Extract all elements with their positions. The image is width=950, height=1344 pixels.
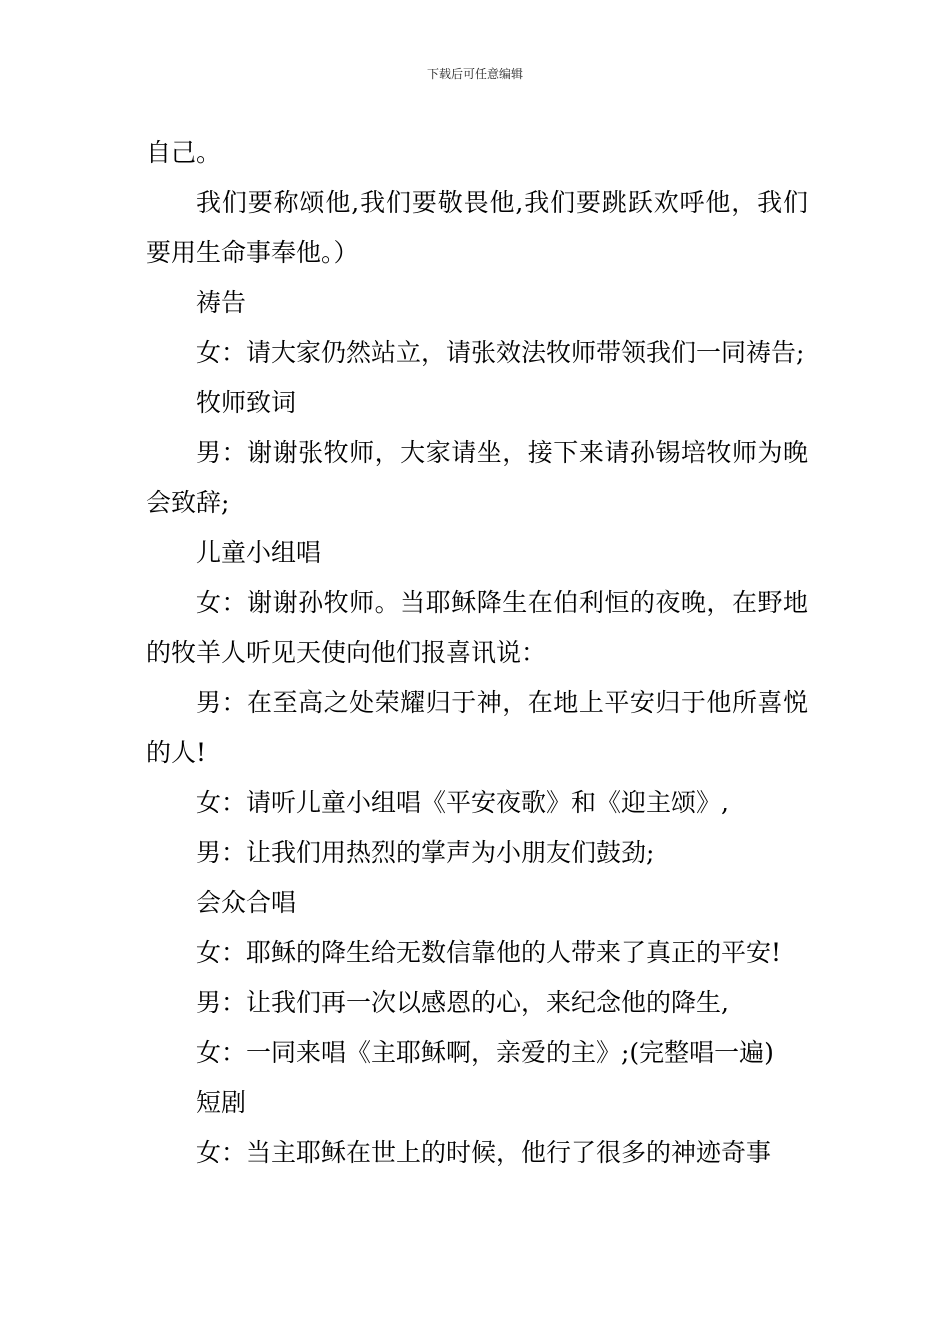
paragraph: 女：一同来唱《主耶稣啊，亲爱的主》;(完整唱一遍)	[196, 1038, 774, 1067]
section-heading: 儿童小组唱	[196, 538, 322, 567]
document-body	[146, 128, 808, 1178]
section-heading: 会众合唱	[196, 888, 297, 917]
paragraph: 女：请大家仍然站立，请张效法牧师带领我们一同祷告;	[196, 338, 805, 367]
paragraph: 男：在至高之处荣耀归于神，在地上平安归于他所喜悦的人!	[146, 688, 808, 767]
paragraph: 女：当主耶稣在世上的时候，他行了很多的神迹奇事	[196, 1138, 772, 1167]
paragraph: 女：耶稣的降生给无数信靠他的人带来了真正的平安!	[196, 938, 782, 967]
section-heading: 牧师致词	[196, 388, 297, 417]
paragraph: 女：请听儿童小组唱《平安夜歌》和《迎主颂》,	[196, 788, 729, 817]
paragraph: 男：谢谢张牧师，大家请坐，接下来请孙锡培牧师为晚会致辞;	[146, 438, 808, 517]
paragraph: 我们要称颂他,我们要敬畏他,我们要跳跃欢呼他，我们要用生命事奉他。）	[146, 188, 808, 267]
paragraph: 男：让我们用热烈的掌声为小朋友们鼓劲;	[196, 838, 655, 867]
section-heading: 祷告	[196, 288, 247, 317]
paragraph: 男：让我们再一次以感恩的心，来纪念他的降生,	[196, 988, 729, 1017]
page-header: 下载后可任意编辑	[426, 67, 523, 81]
paragraph: 女：谢谢孙牧师。当耶稣降生在伯利恒的夜晚，在野地的牧羊人听见天使向他们报喜讯说：	[146, 588, 808, 667]
paragraph: 自己。	[146, 138, 222, 167]
section-heading: 短剧	[196, 1088, 247, 1117]
